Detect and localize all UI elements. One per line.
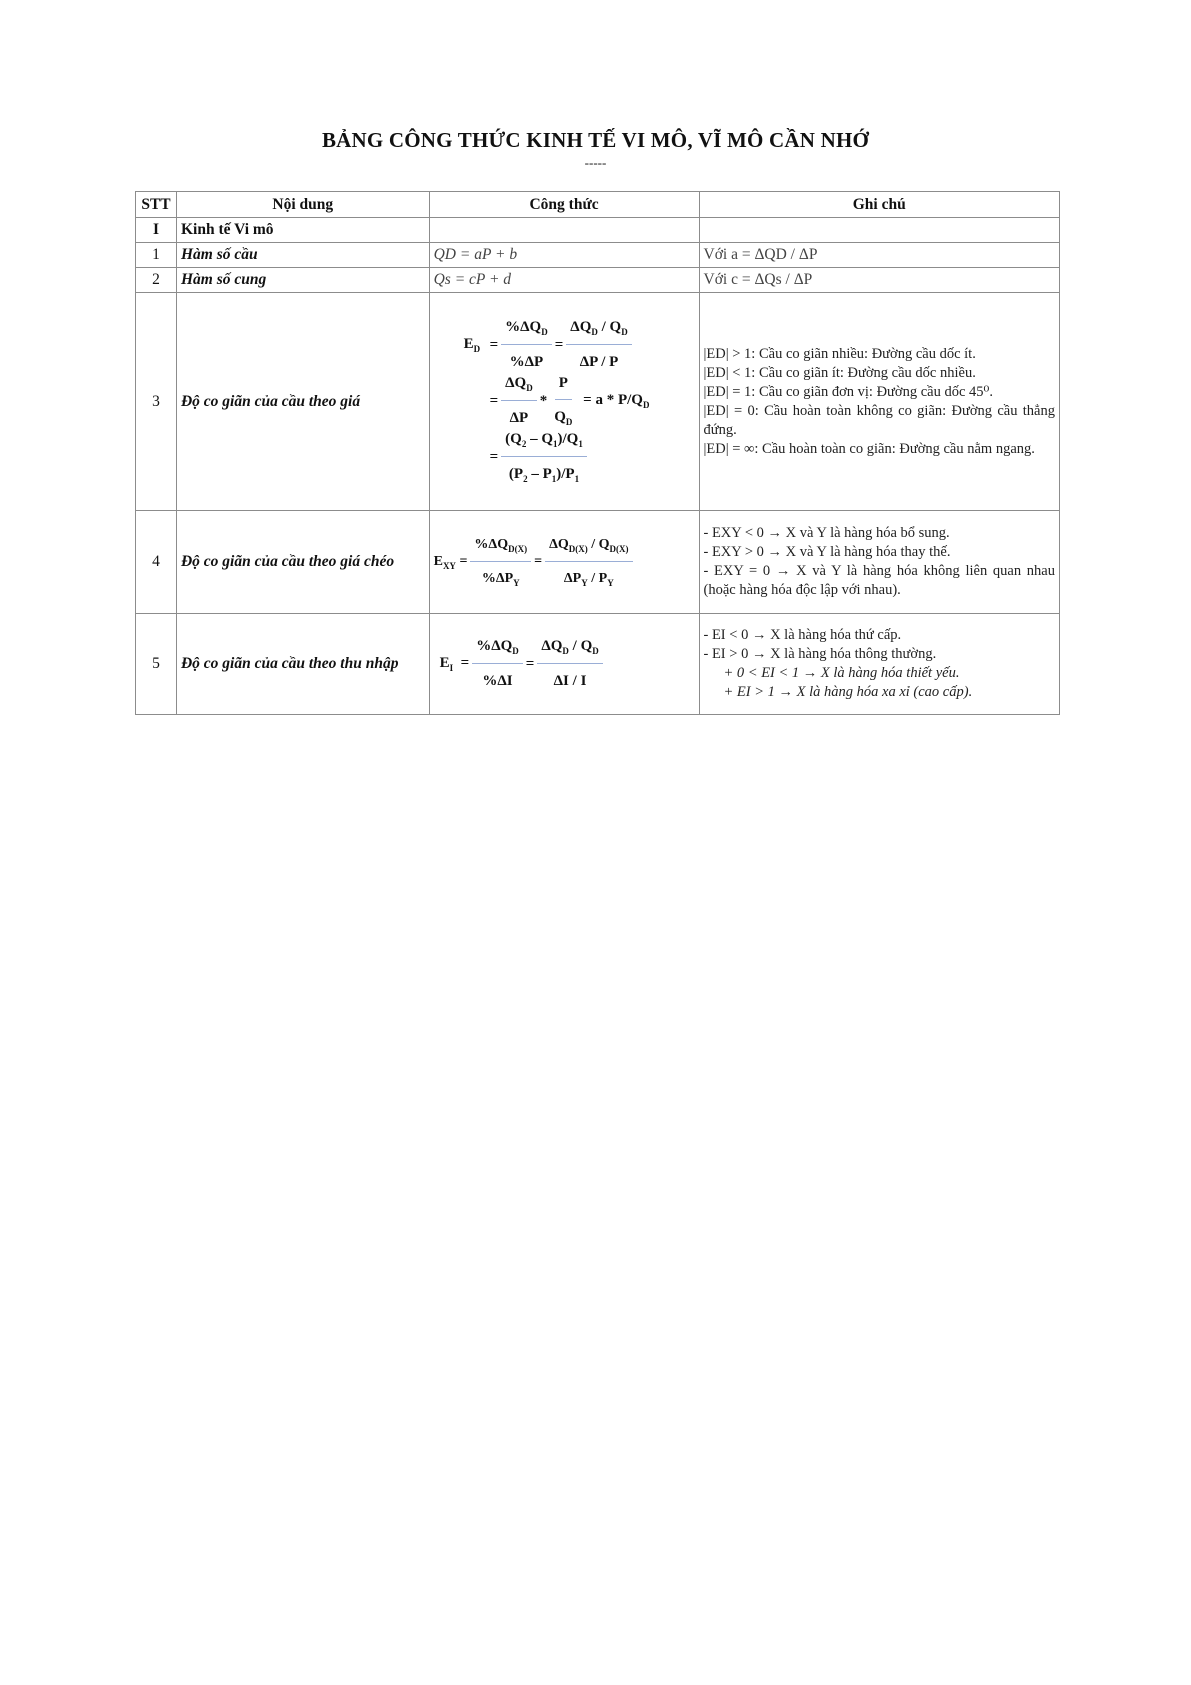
formula-demand-function: QD = aP + b — [429, 243, 699, 268]
empty-cell — [699, 218, 1060, 243]
page-title: BẢNG CÔNG THỨC KINH TẾ VI MÔ, VĨ MÔ CẦN NHỚ — [321, 128, 870, 152]
note-line: - EI < 0 → X là hàng hóa thứ cấp. — [703, 627, 902, 643]
title-divider: ----- — [584, 155, 607, 170]
row-label: Độ co giãn của cầu theo giá chéo — [176, 511, 429, 614]
formula-income-elasticity: $E_I$ = $\frac{\%\Delta Q_D}{\%\Delta I}$ = $\frac{\Delta Q_D / Q_D}{\Delta I / I}$ — [429, 614, 699, 715]
header-note: Ghi chú — [699, 192, 1060, 218]
formula-supply-function: Qs = cP + d — [429, 268, 699, 293]
note-line: - EXY < 0 → X và Y là hàng hóa bổ sung. — [703, 525, 950, 541]
note-line: - EXY > 0 → X và Y là hàng hóa thay thế. — [703, 544, 951, 560]
row-stt: 3 — [136, 293, 177, 511]
note-line: + 0 < EI < 1 → X là hàng hóa thiết yếu. — [723, 665, 960, 681]
header-stt: STT — [136, 192, 177, 218]
row-stt: 2 — [136, 268, 177, 293]
note-cross-elasticity — [699, 511, 1060, 614]
row-label: Độ co giãn của cầu theo thu nhập — [176, 614, 429, 715]
row-label: Độ co giãn của cầu theo giá — [176, 293, 429, 511]
note-line: |ED| < 1: Cầu co giãn ít: Đường cầu dốc nhiều. — [703, 364, 976, 381]
table-row — [136, 243, 1060, 268]
note-line: - EXY = 0 → X và Y là hàng hóa không liên quan nhau (hoặc hàng hóa độc lập với nhau). — [703, 563, 1055, 598]
row-stt: 5 — [136, 614, 177, 715]
table-row — [136, 268, 1060, 293]
row-stt: 1 — [136, 243, 177, 268]
section-label: Kinh tế Vi mô — [176, 218, 429, 243]
header-formula: Công thức — [429, 192, 699, 218]
formula-table — [135, 191, 1060, 715]
note-supply-function: Với c = ΔQs / ΔP — [699, 268, 1060, 293]
formula-cross-elasticity: $E_{XY}$ = $\frac{\%\Delta Q_{D(X)}}{\%\Delta P_Y}$ = $\frac{\Delta Q_{D(X)} / Q_{D(X)}}{\Delta P_Y / P_Y}$ — [429, 511, 699, 614]
note-line: - EI > 0 → X là hàng hóa thông thường. — [703, 646, 937, 662]
table-row — [136, 614, 1060, 715]
note-demand-function: Với a = ΔQD / ΔP — [699, 243, 1060, 268]
row-label: Hàm số cầu — [176, 243, 429, 268]
row-stt: 4 — [136, 511, 177, 614]
section-stt: I — [136, 218, 177, 243]
note-line: + EI > 1 → X là hàng hóa xa xỉ (cao cấp). — [723, 684, 973, 700]
note-line: |ED| = 1: Cầu co giãn đơn vị: Đường cầu dốc 45⁰. — [703, 383, 993, 400]
table-header-row — [136, 192, 1060, 218]
note-line: |ED| = ∞: Cầu hoàn toàn co giãn: Đường cầu nằm ngang. — [703, 440, 1035, 457]
section-row — [136, 218, 1060, 243]
note-price-elasticity — [699, 293, 1060, 511]
table-row — [136, 511, 1060, 614]
table-row — [136, 293, 1060, 511]
header-content: Nội dung — [176, 192, 429, 218]
formula-price-elasticity: $E_D$ = $\frac{\%\Delta Q_D}{\%\Delta P}$ = $\frac{\Delta Q_D / Q_D}{\Delta P / P}$ = $\frac{\Delta Q_D}{\Delta P}$ * $\frac{P}{Q_D}$ = a * $P/Q_D$ = $\frac{(Q_2 - Q_1)/Q_1}{(P_2 - P_1)/P_1}$ — [429, 293, 699, 511]
row-label: Hàm số cung — [176, 268, 429, 293]
note-line: |ED| = 0: Cầu hoàn toàn không co giãn: Đường cầu thẳng đứng. — [703, 402, 1055, 438]
note-line: |ED| > 1: Cầu co giãn nhiều: Đường cầu dốc ít. — [703, 345, 976, 362]
note-income-elasticity — [699, 614, 1060, 715]
empty-cell — [429, 218, 699, 243]
